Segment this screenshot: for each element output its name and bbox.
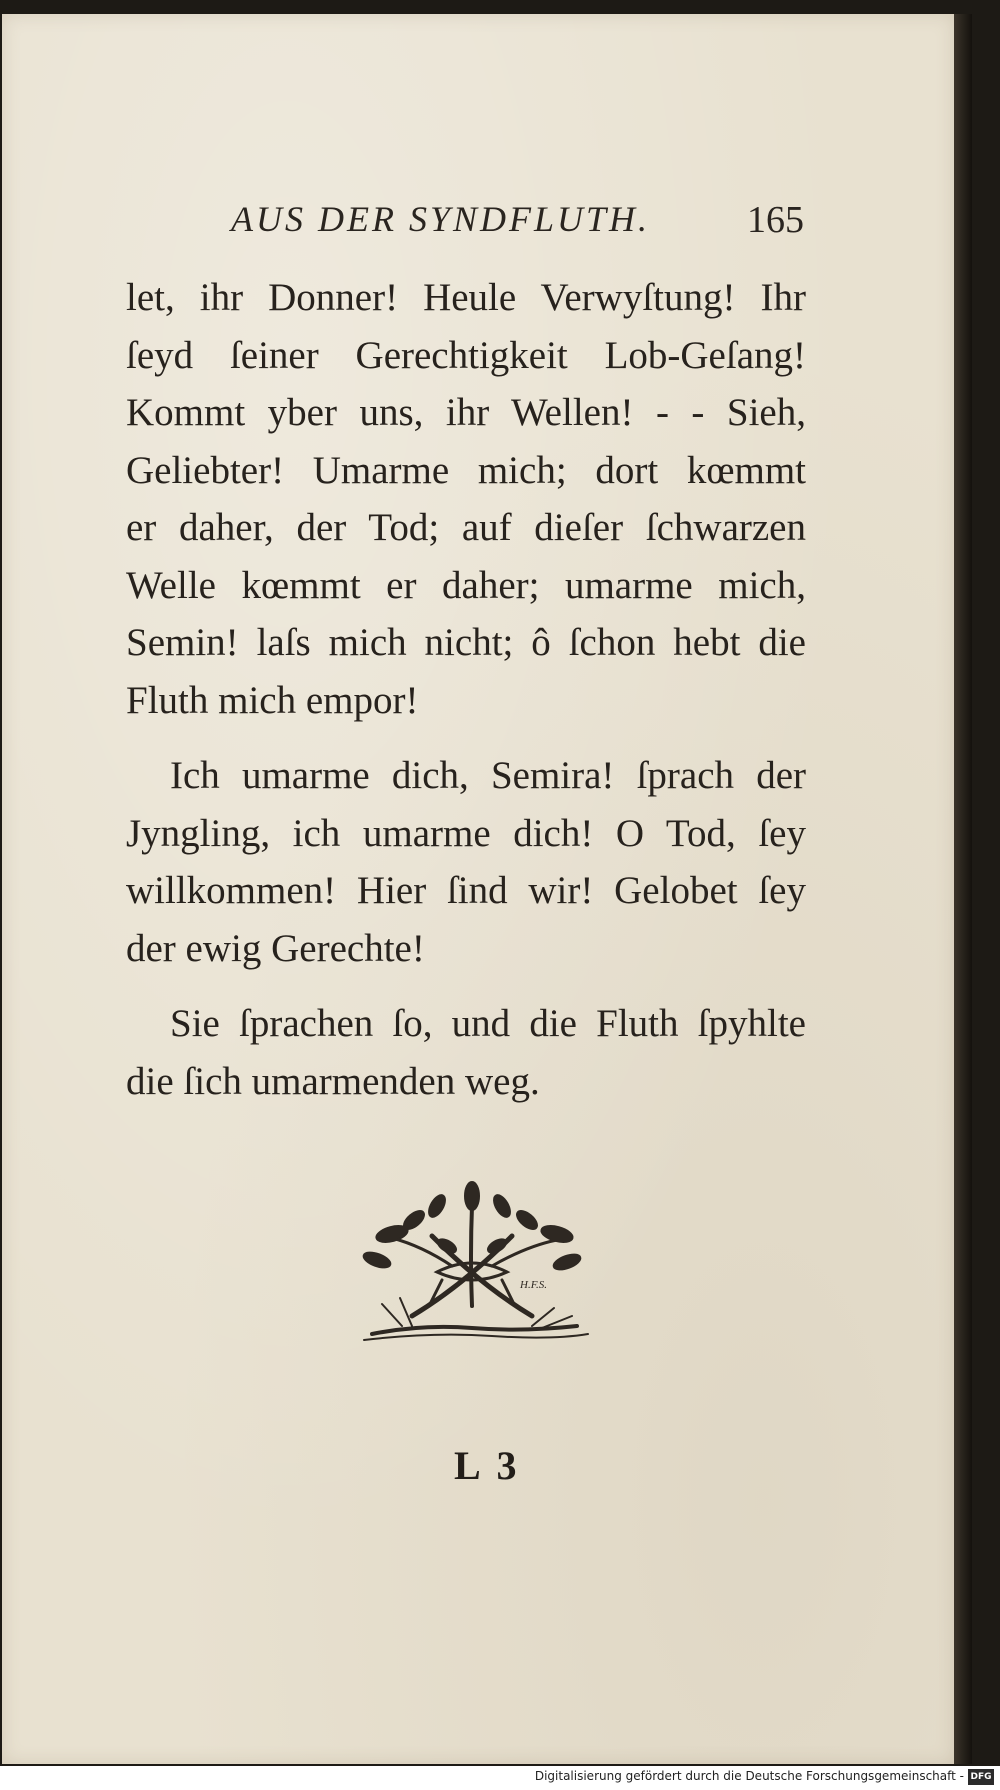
ornament-monogram: H.F.S.: [520, 1279, 547, 1291]
text-line: Kommt yber uns, ihr Wellen! - - Sieh,: [126, 391, 806, 434]
paragraph-gap: [126, 729, 806, 747]
footer-credit: Digitalisierung gefördert durch die Deutsche Forschungsgemeinschaft -: [534, 1769, 964, 1783]
text-line: Fluth mich empor!: [126, 678, 419, 722]
signature-mark: L 3: [454, 1443, 521, 1488]
body-text: [126, 269, 806, 1110]
text-line: Sie ſprachen ſo, und die Fluth ſpyhlte: [170, 1002, 806, 1045]
text-line: der ewig Gerechte!: [126, 926, 425, 970]
page-number: 165: [747, 199, 804, 241]
text-line: Welle kœmmt er daher; umarme mich,: [126, 563, 806, 607]
floral-vignette-icon: [342, 1176, 602, 1351]
text-line: Geliebter! Umarme mich; dort kœmmt: [126, 448, 806, 492]
book-page: [2, 14, 957, 1764]
running-title: AUS DER SYNDFLUTH.: [231, 199, 651, 239]
text-line: die ſich umarmenden weg.: [126, 1059, 540, 1103]
text-line: willkommen! Hier ſind wir! Gelobet ſey: [126, 869, 806, 912]
text-line: Ich umarme dich, Semira! ſprach der: [170, 754, 806, 797]
text-line: er daher, der Tod; auf dieſer ſchwarzen: [126, 506, 806, 549]
paragraph-gap: [126, 977, 806, 995]
text-line: Jyngling, ich umarme dich! O Tod, ſey: [126, 811, 806, 855]
footer-bar: [0, 1766, 1000, 1790]
text-line: let, ihr Donner! Heule Verwyſtung! Ihr: [126, 276, 806, 319]
page-edge: [954, 14, 972, 1764]
text-line: Semin! laſs mich nicht; ô ſchon hebt die: [126, 621, 806, 664]
page-header: [2, 194, 954, 254]
text-line: ſeyd ſeiner Gerechtigkeit Lob-Geſang!: [126, 333, 806, 377]
dfg-logo-icon: DFG: [968, 1769, 994, 1785]
